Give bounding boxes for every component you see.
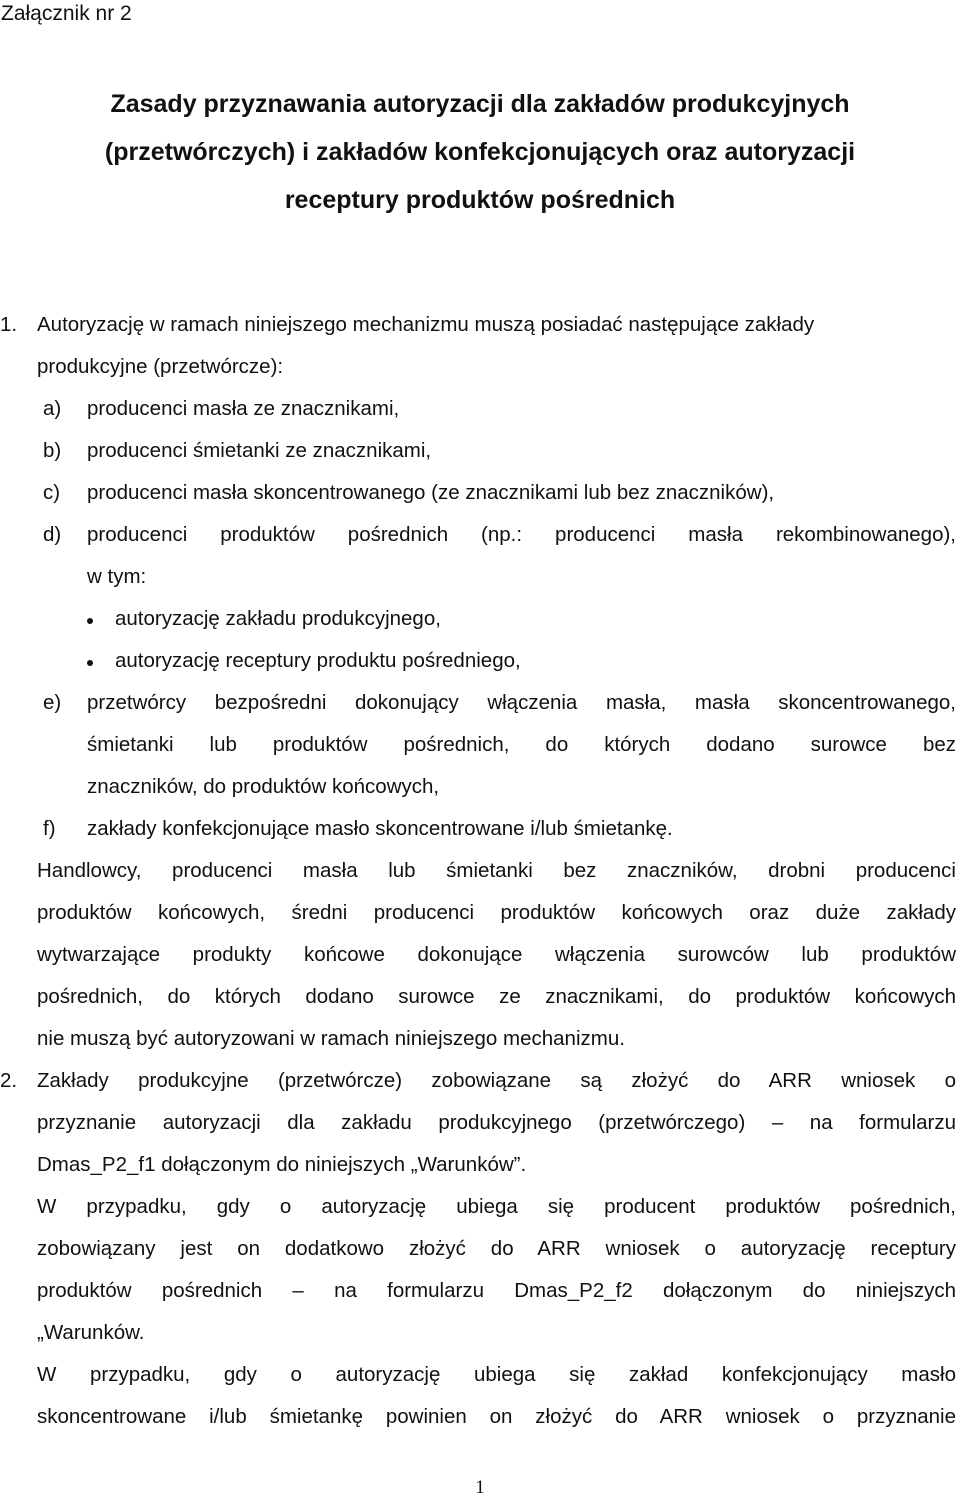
paragraph-line: wytwarzające produkty końcowe dokonujące włączenia surowców lub produktów (37, 943, 956, 966)
section-number: 2. (0, 1069, 18, 1092)
page-number: 1 (475, 1477, 485, 1498)
list-item-text: producenci masła skoncentrowanego (ze znacznikami lub bez znaczników), (87, 481, 775, 504)
bullet-icon (87, 660, 93, 666)
list-item-text: znaczników, do produktów końcowych, (87, 775, 440, 798)
paragraph-line: „Warunków. (37, 1321, 145, 1344)
list-item-text: producenci masła ze znacznikami, (87, 397, 400, 420)
paragraph-line: skoncentrowane i/lub śmietankę powinien on złożyć do ARR wniosek o przyznanie (37, 1405, 956, 1428)
title-line: Zasady przyznawania autoryzacji dla zakładów produkcyjnych (110, 90, 850, 118)
list-marker: a) (43, 397, 62, 420)
document-title (40, 80, 920, 224)
list-item-text: śmietanki lub produktów pośrednich, do których dodano surowce bez (87, 733, 956, 756)
list-item-text: producenci produktów pośrednich (np.: producenci masła rekombinowanego), (87, 523, 956, 546)
title-line: (przetwórczych) i zakładów konfekcjonujących oraz autoryzacji (104, 138, 856, 166)
paragraph-line: nie muszą być autoryzowani w ramach niniejszego mechanizmu. (37, 1027, 625, 1050)
list-item-text: producenci śmietanki ze znacznikami, (87, 439, 432, 462)
list-marker: f) (43, 817, 56, 840)
paragraph-line: produkcyjne (przetwórcze): (37, 355, 284, 378)
paragraph-line: Dmas_P2_f1 dołączonym do niniejszych „Warunków”. (37, 1153, 527, 1176)
list-item-text: zakłady konfekcjonujące masło skoncentrowane i/lub śmietankę. (87, 817, 673, 840)
list-marker: b) (43, 439, 62, 462)
bullet-item-text: autoryzację zakładu produkcyjnego, (115, 607, 441, 630)
annex-label: Załącznik nr 2 (1, 2, 132, 25)
bullet-item-text: autoryzację receptury produktu pośredniego, (115, 649, 521, 672)
list-item-text: przetwórcy bezpośredni dokonujący włączenia masła, masła skoncentrowanego, (87, 691, 956, 714)
list-marker: d) (43, 523, 62, 546)
paragraph-line: Zakłady produkcyjne (przetwórcze) zobowiązane są złożyć do ARR wniosek o (37, 1069, 956, 1092)
paragraph-line: Handlowcy, producenci masła lub śmietanki bez znaczników, drobni producenci (37, 859, 956, 882)
list-marker: c) (43, 481, 61, 504)
paragraph-line: pośrednich, do których dodano surowce ze znacznikami, do produktów końcowych (37, 985, 956, 1008)
paragraph-line: przyznanie autoryzacji dla zakładu produkcyjnego (przetwórczego) – na formularzu (37, 1111, 956, 1134)
list-item-text: w tym: (87, 565, 147, 588)
paragraph-line: produktów końcowych, średni producenci produktów końcowych oraz duże zakłady (37, 901, 956, 924)
section-number: 1. (0, 313, 18, 336)
paragraph-line: produktów pośrednich – na formularzu Dmas_P2_f2 dołączonym do niniejszych (37, 1279, 956, 1302)
bullet-icon (87, 618, 93, 624)
list-marker: e) (43, 691, 62, 714)
paragraph-line: Autoryzację w ramach niniejszego mechanizmu muszą posiadać następujące zakłady (37, 313, 815, 336)
title-line: receptury produktów pośrednich (284, 186, 676, 214)
paragraph-line: zobowiązany jest on dodatkowo złożyć do ARR wniosek o autoryzację receptury (37, 1237, 956, 1260)
paragraph-line: W przypadku, gdy o autoryzację ubiega się zakład konfekcjonujący masło (37, 1363, 956, 1386)
paragraph-line: W przypadku, gdy o autoryzację ubiega się producent produktów pośrednich, (37, 1195, 956, 1218)
